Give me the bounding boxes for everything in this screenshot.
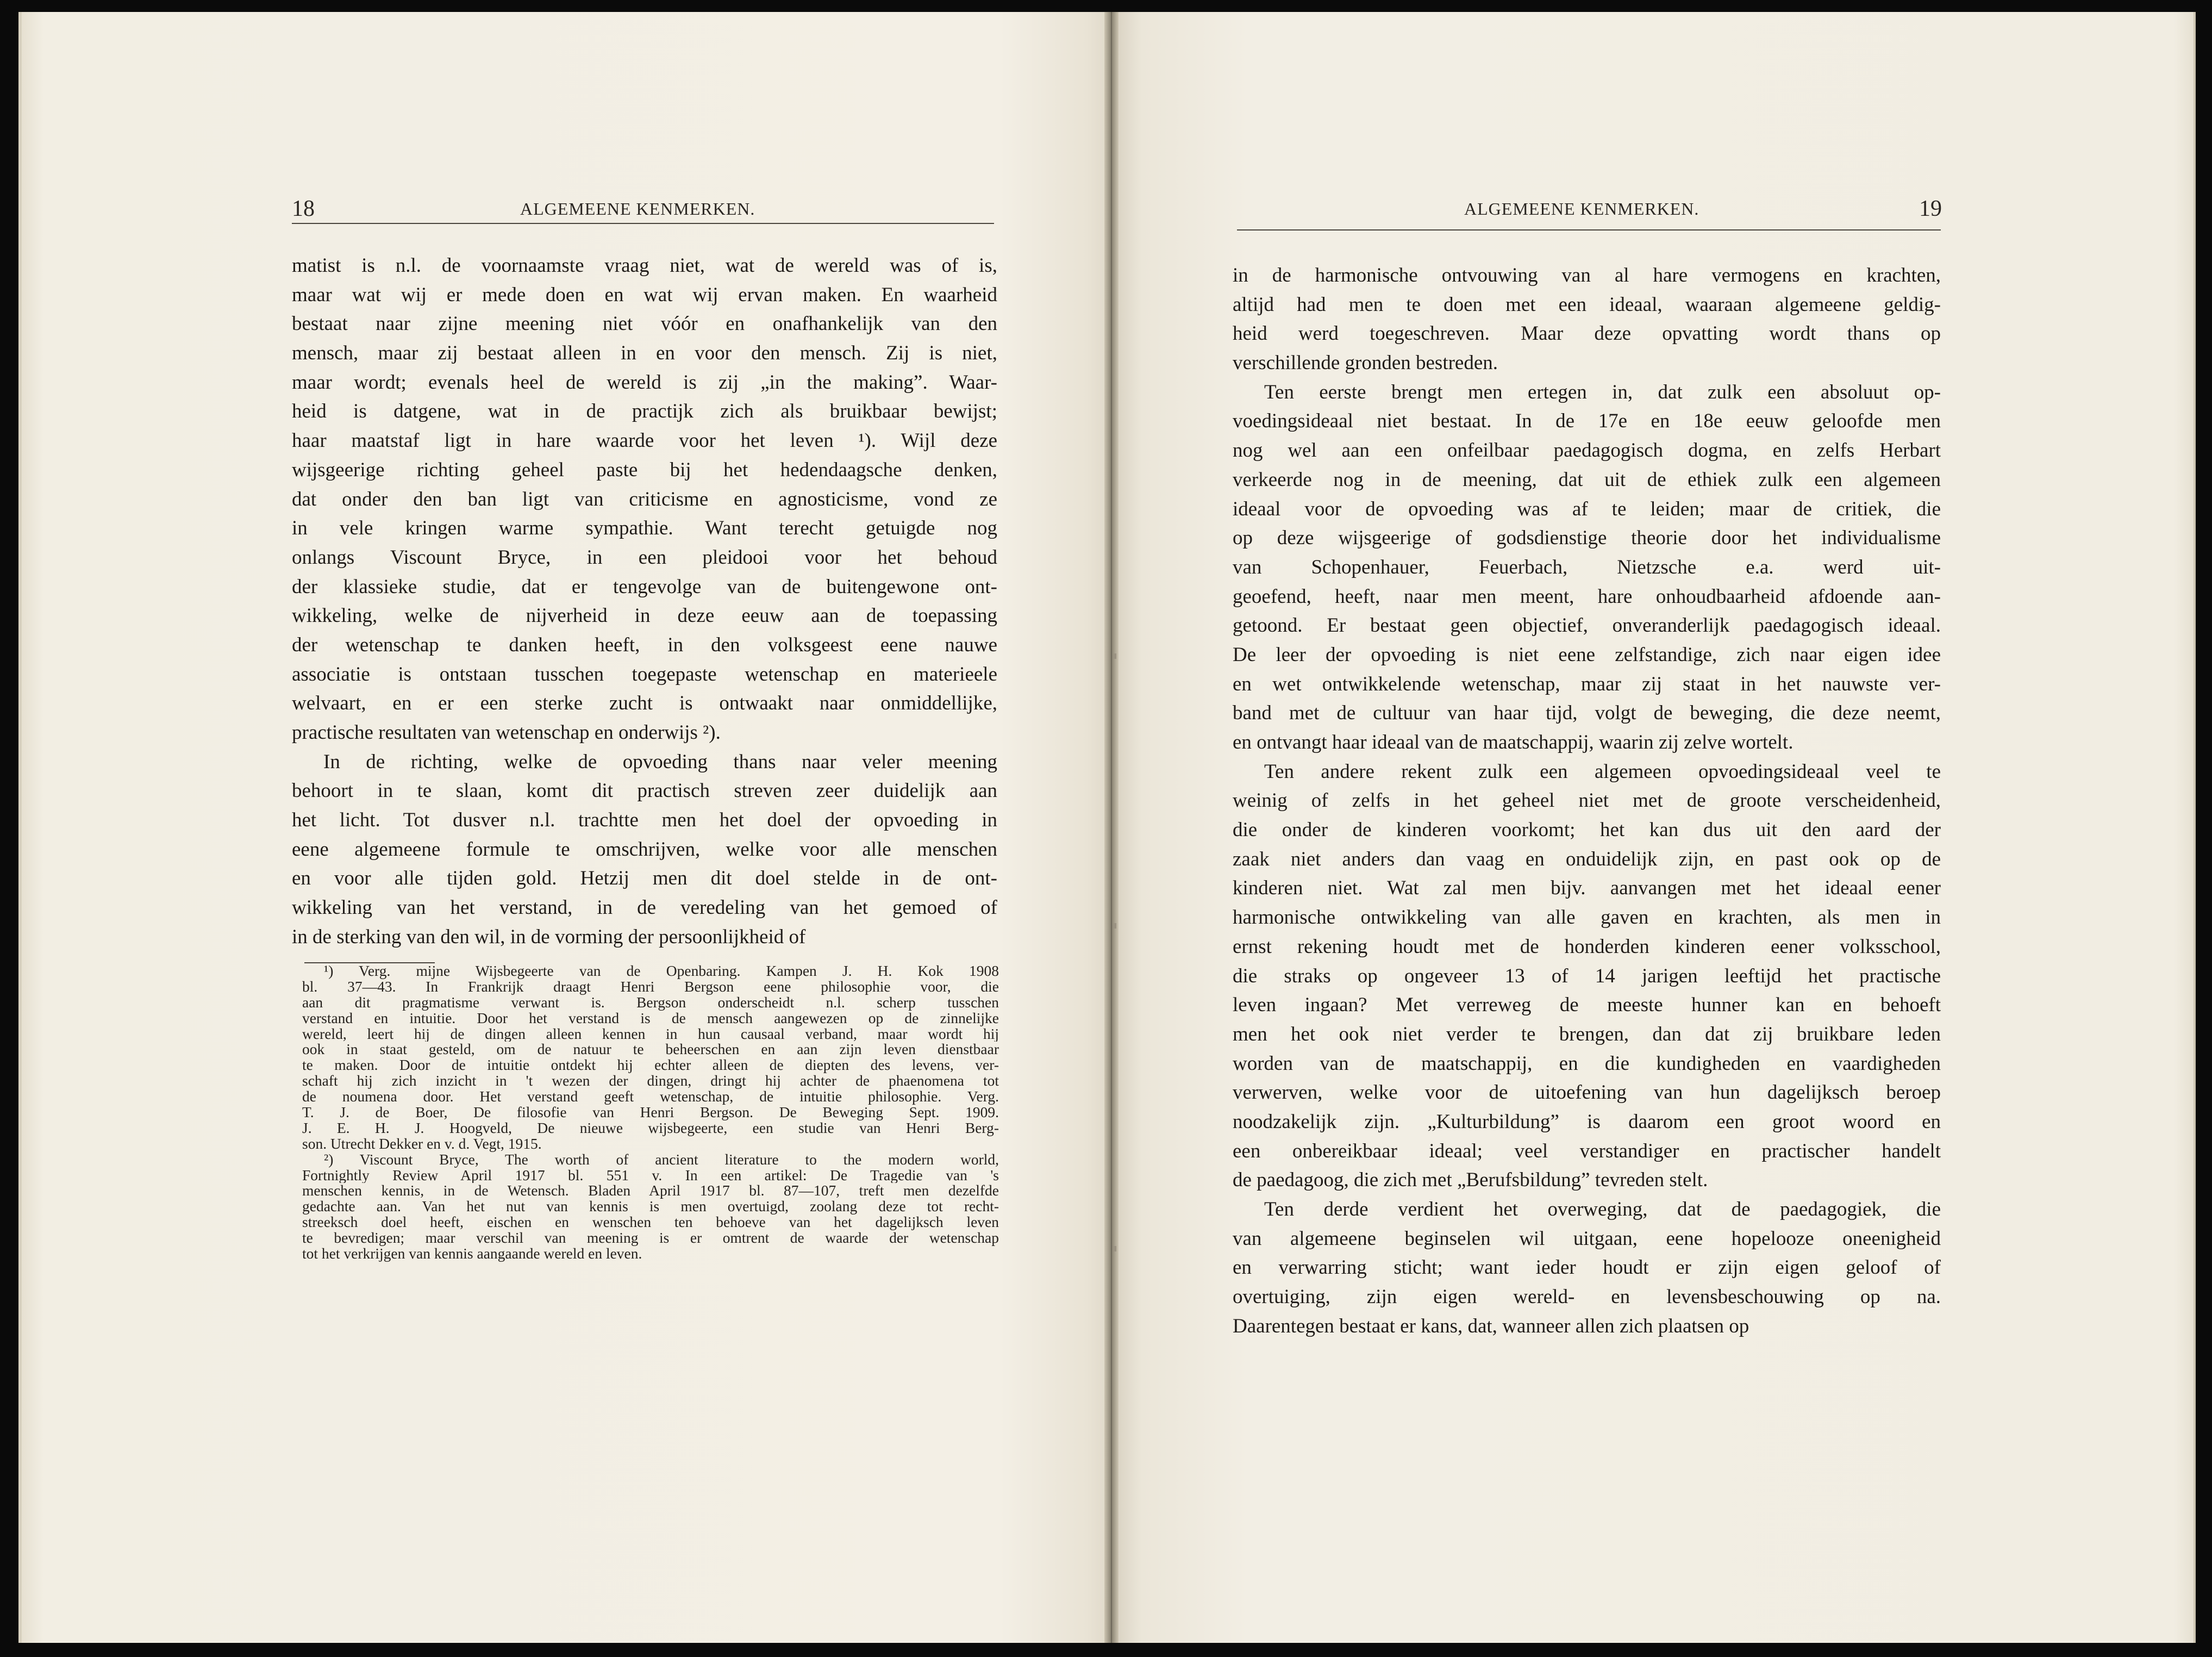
right-page-header: [1237, 196, 1941, 225]
body-line: welvaart, en er een sterke zucht is ontwaakt naar onmiddellijke,: [292, 692, 997, 715]
body-line: wikkeling, welke de nijverheid in deze eeuw aan de toepassing: [292, 605, 997, 627]
body-line: verwerven, welke voor de uitoefening van hun dagelijksch beroep: [1233, 1081, 1941, 1104]
body-line: ernst rekening houdt met de honderden kinderen eener volksschool,: [1233, 935, 1941, 958]
body-line: Ten andere rekent zulk een algemeen opvoedingsideaal veel te: [1264, 760, 1941, 783]
left-page-number: 18: [292, 196, 315, 221]
body-line: en verwarring sticht; want ieder houdt er zijn eigen geloof of: [1233, 1256, 1941, 1279]
paper-mark: [1113, 653, 1116, 659]
body-line: overtuiging, zijn eigen wereld- en levensbeschouwing op na.: [1233, 1286, 1941, 1309]
body-line: het licht. Tot dusver n.l. trachtte men het doel der opvoeding in: [292, 809, 997, 832]
footnote-line: aan dit pragmatisme verwant is. Bergson onderscheidt n.l. scherp tusschen: [302, 994, 999, 1011]
footnote-line: ¹) Verg. mijne Wijsbegeerte van de Openbaring. Kampen J. H. Kok 1908: [324, 963, 999, 979]
body-line: van algemeene beginselen wil uitgaan, eene hopelooze oneenigheid: [1233, 1227, 1941, 1250]
body-line: associatie is ontstaan tusschen toegepaste wetenschap en materieele: [292, 663, 997, 686]
body-line: een onbereikbaar ideaal; veel verstandiger en practischer handelt: [1233, 1139, 1941, 1162]
body-line: noodzakelijk zijn. „Kulturbildung” is daarom een groot woord en: [1233, 1110, 1941, 1133]
body-line: eene algemeene formule te omschrijven, welke voor alle menschen: [292, 838, 997, 861]
body-line: Ten derde verdient het overweging, dat de paedagogiek, die: [1264, 1198, 1941, 1220]
footnote-line: verstand en intuitie. Door het verstand is de mensch aangewezen op de zinnelijke: [302, 1010, 999, 1026]
right-page-number: 19: [1919, 196, 1942, 221]
body-line: maar wat wij er mede doen en wat wij ervan maken. En waarheid: [292, 283, 997, 306]
body-line: weinig of zelfs in het geheel niet met de groote verscheidenheid,: [1233, 789, 1941, 812]
footnote-line: menschen kennis, in de Wetensch. Bladen April 1917 bl. 87—107, treft men dezelfde: [302, 1183, 999, 1199]
body-line: en wet ontwikkelende wetenschap, maar zij staat in het nauwste ver-: [1233, 672, 1941, 695]
footnote-line: Fortnightly Review April 1917 bl. 551 v. In een artikel: De Tragedie van 's: [302, 1167, 999, 1183]
footnote-line: gedachte aan. Van het nut van kennis is men overtuigd, zoolang deze tot recht-: [302, 1199, 999, 1215]
body-line: in vele kringen warme sympathie. Want terecht getuigde nog: [292, 517, 997, 540]
left-header-rule: [292, 223, 994, 224]
body-line: die straks op ongeveer 13 of 14 jarigen leeftijd het practische: [1233, 964, 1941, 987]
footnote-line: tot het verkrijgen van kennis aangaande wereld en leven.: [302, 1246, 642, 1262]
footnote-line: te bevredigen; maar verschil van meening is er omtrent de waarde der wetenschap: [302, 1230, 999, 1247]
body-line: wijsgeerige richting geheel paste bij het hedendaagsche denken,: [292, 458, 997, 481]
paper-mark: [1113, 923, 1116, 929]
body-line: der klassieke studie, dat er tengevolge van de buitengewone ont-: [292, 575, 997, 598]
body-line: nog wel aan een onfeilbaar paedagogisch dogma, en zelfs Herbart: [1233, 439, 1941, 462]
body-line: de paedagoog, die zich met „Berufsbildung” tevreden stelt.: [1233, 1169, 1708, 1192]
left-body-text: [292, 251, 997, 952]
body-line: maar wordt; evenals heel de wereld is zij „in the making”. Waar-: [292, 371, 997, 394]
body-line: wikkeling van het verstand, in de veredeling van het gemoed of: [292, 896, 997, 919]
footnote-line: te maken. Door de intuitie ontdekt hij echter alleen de diepten des levens, ver-: [302, 1057, 999, 1074]
body-line: geoefend, heeft, naar men meent, hare onhoudbaarheid afdoende aan-: [1233, 585, 1941, 608]
body-line: leven ingaan? Met verreweg de meeste hunner kan en behoeft: [1233, 994, 1941, 1017]
right-running-head: ALGEMEENE KENMERKEN.: [1464, 199, 1699, 219]
body-line: De leer der opvoeding is niet eene zelfstandige, zich naar eigen idee: [1233, 643, 1941, 666]
body-line: in de harmonische ontvouwing van al hare vermogens en krachten,: [1233, 264, 1941, 286]
footnote-line: wereld, leert hij de dingen alleen kennen in hun causaal verband, maar wordt hij: [302, 1026, 999, 1042]
body-line: getoond. Er bestaat geen objectief, onveranderlijk paedagogisch ideaal.: [1233, 614, 1941, 637]
body-line: onlangs Viscount Bryce, in een pleidooi voor het behoud: [292, 546, 997, 569]
body-line: Daarentegen bestaat er kans, dat, wanneer allen zich plaatsen op: [1233, 1315, 1749, 1337]
body-line: zaak niet anders dan vaag en onduidelijk zijn, en past ook op de: [1233, 848, 1941, 870]
body-line: ideaal voor de opvoeding was af te leiden; maar de critiek, die: [1233, 497, 1941, 520]
footnote-line: T. J. de Boer, De filosofie van Henri Bergson. De Beweging Sept. 1909.: [302, 1105, 999, 1120]
footnote-line: de noumena door. Het verstand geeft wetenschap, de intuitie philosophie. Verg.: [302, 1089, 999, 1105]
body-line: practische resultaten van wetenschap en onderwijs ²).: [292, 721, 721, 744]
footnote-line: ²) Viscount Bryce, The worth of ancient literature to the modern world,: [324, 1151, 999, 1168]
body-line: en voor alle tijden gold. Hetzij men dit doel stelde in de ont-: [292, 867, 997, 890]
body-line: verkeerde nog in de meening, dat uit de ethiek zulk een algemeen: [1233, 468, 1941, 491]
body-line: matist is n.l. de voornaamste vraag niet, wat de wereld was of is,: [292, 254, 997, 277]
footnote-line: J. E. H. J. Hoogveld, De nieuwe wijsbegeerte, een studie van Henri Berg-: [302, 1120, 999, 1136]
body-line: behoort in te slaan, komt dit practisch streven zeer duidelijk aan: [292, 780, 997, 802]
right-header-rule: [1237, 229, 1941, 231]
body-line: worden van de maatschappij, en die kundigheden en vaardigheden: [1233, 1052, 1941, 1075]
body-line: der wetenschap te danken heeft, in den volksgeest eene nauwe: [292, 633, 997, 656]
body-line: op deze wijsgeerige of godsdienstige theorie door het individualisme: [1233, 527, 1941, 550]
right-body-text: [1233, 261, 1941, 1341]
footnote-line: ook in staat gesteld, om de natuur te beheerschen en aan zijn leven dienstbaar: [302, 1042, 999, 1058]
body-line: haar maatstaf ligt in hare waarde voor het leven ¹). Wijl deze: [292, 429, 997, 452]
body-line: verschillende gronden bestreden.: [1233, 352, 1498, 375]
footnote-line: bl. 37—43. In Frankrijk draagt Henri Bergson eene philosophie voor, die: [302, 979, 999, 995]
body-line: die onder de kinderen voorkomt; het kan dus uit den aard der: [1233, 819, 1941, 842]
body-line: harmonische ontwikkeling van alle gaven en krachten, als men in: [1233, 906, 1941, 929]
left-page-header: [292, 196, 993, 225]
paper-mark: [1113, 1246, 1116, 1251]
body-line: van Schopenhauer, Feuerbach, Nietzsche e.a. werd uit-: [1233, 556, 1941, 578]
body-line: heid werd toegeschreven. Maar deze opvatting wordt thans op: [1233, 322, 1941, 345]
body-line: In de richting, welke de opvoeding thans naar veler meening: [323, 750, 997, 773]
body-line: men het ook niet verder te brengen, dan dat zij bruikbare leden: [1233, 1023, 1941, 1045]
body-line: mensch, maar zij bestaat alleen in en voor den mensch. Zij is niet,: [292, 342, 997, 365]
body-line: Ten eerste brengt men ertegen in, dat zulk een absoluut op-: [1264, 381, 1941, 403]
body-line: band met de cultuur van haar tijd, volgt de beweging, die deze neemt,: [1233, 702, 1941, 725]
footnote-line: son. Utrecht Dekker en v. d. Vegt, 1915.: [302, 1136, 542, 1152]
footnote-line: streeksch doel heeft, eischen en wenschen ten behoeve van het dagelijksch leven: [302, 1214, 999, 1231]
body-line: en ontvangt haar ideaal van de maatschappij, waarin zij zelve wortelt.: [1233, 731, 1794, 753]
body-line: voedingsideaal niet bestaat. In de 17e en 18e eeuw geloofde men: [1233, 410, 1941, 433]
body-line: altijd had men te doen met een ideaal, waaraan algemeene geldig-: [1233, 293, 1941, 316]
body-line: dat onder den ban ligt van criticisme en agnosticisme, vond ze: [292, 488, 997, 510]
left-footnotes: [302, 963, 999, 1262]
body-line: heid is datgene, wat in de practijk zich als bruikbaar bewijst;: [292, 400, 997, 423]
body-line: in de sterking van den wil, in de vorming der persoonlijkheid of: [292, 925, 806, 948]
body-line: bestaat naar zijne meening niet vóór en onafhankelijk van den: [292, 313, 997, 335]
left-running-head: ALGEMEENE KENMERKEN.: [520, 199, 755, 219]
footnote-line: schaft hij zich inzicht in 't wezen der dingen, dringt hij achter de phaenomena tot: [302, 1073, 999, 1089]
body-line: kinderen niet. Wat zal men bijv. aanvangen met het ideaal eener: [1233, 877, 1941, 900]
book-gutter: [1104, 12, 1119, 1643]
